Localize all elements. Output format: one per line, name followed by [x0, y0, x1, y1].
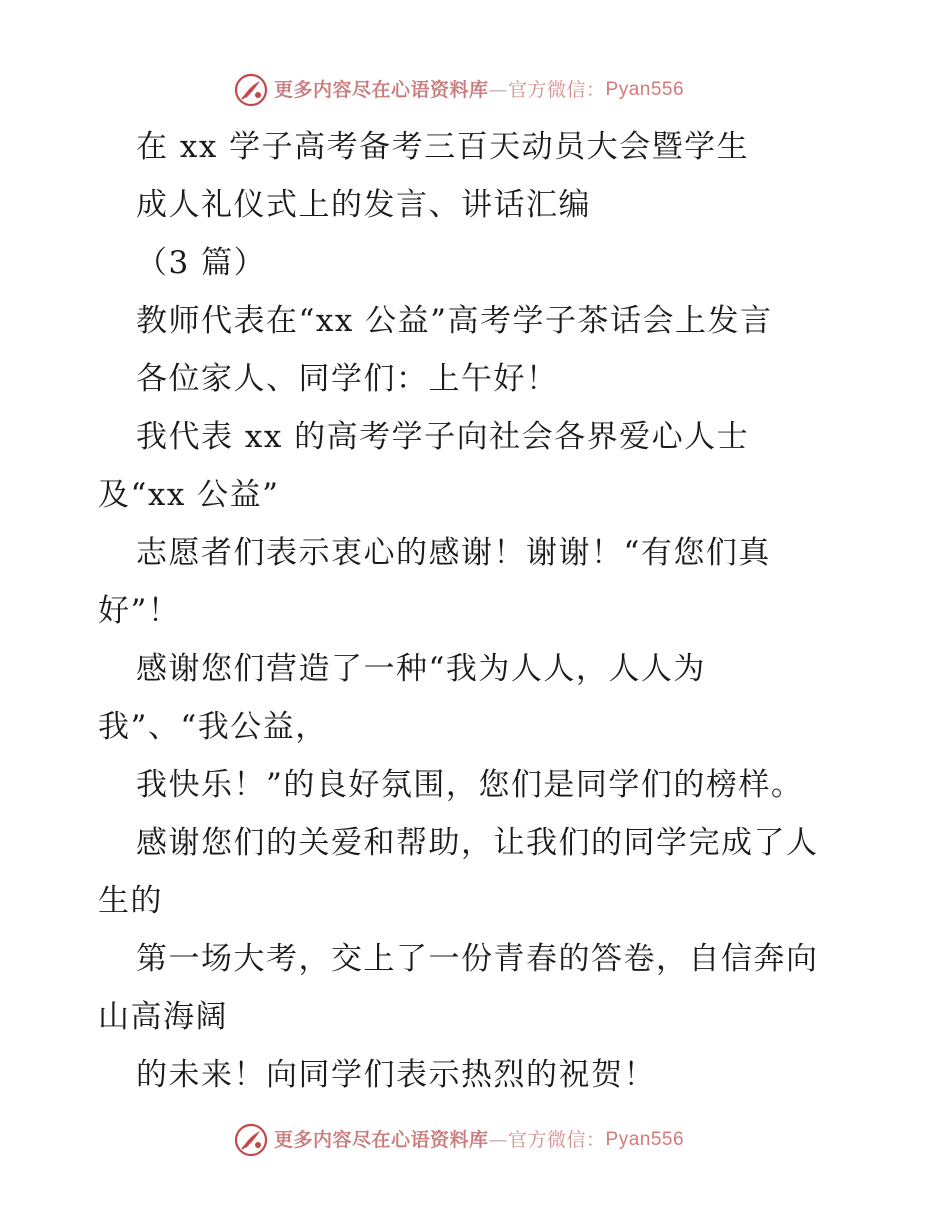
banner-main-text: 更多内容尽在心语资料库: [274, 1129, 489, 1151]
paragraph-line: 感谢您们的关爱和帮助，让我们的同学完成了人: [136, 825, 819, 861]
paragraph-line: 感谢您们营造了一种“我为人人，人人为: [136, 651, 706, 687]
section-heading: 教师代表在“xx 公益”高考学子茶话会上发言: [136, 303, 773, 339]
title-line-2: 成人礼仪式上的发言、讲话汇编: [136, 187, 591, 223]
paragraph-line: 及“xx 公益”: [98, 477, 280, 513]
title-line-1: 在 xx 学子高考备考三百天动员大会暨学生: [136, 129, 750, 165]
banner-text: [274, 70, 684, 110]
paragraph-line: 山高海阔: [98, 999, 228, 1035]
paragraph-line: 我代表 xx 的高考学子向社会各界爱心人士: [136, 419, 750, 455]
paragraph-line: 志愿者们表示衷心的感谢！谢谢！“有您们真: [136, 535, 771, 571]
paragraph-line: 我”、“我公益，: [98, 709, 328, 745]
banner-handle: Pyan556: [605, 79, 685, 100]
paragraph-line: 我快乐！”的良好氛围，您们是同学们的榜样。: [136, 767, 804, 803]
quill-seal-icon: [234, 73, 268, 107]
banner-separator: —: [488, 79, 509, 101]
title-line-3: （3 篇）: [136, 245, 267, 281]
quill-seal-icon: [234, 1123, 268, 1157]
greeting: 各位家人、同学们：上午好！: [136, 361, 559, 397]
paragraph-line: 第一场大考，交上了一份青春的答卷，自信奔向: [136, 941, 819, 977]
banner-separator: —: [488, 1129, 509, 1151]
header-banner: [234, 70, 684, 110]
paragraph-line: 生的: [98, 883, 163, 919]
banner-main-text: 更多内容尽在心语资料库: [274, 79, 489, 101]
paragraph-line: 好”！: [98, 593, 181, 629]
banner-wechat-label: 官方微信：: [508, 79, 606, 101]
banner-handle: Pyan556: [605, 1129, 685, 1150]
footer-banner: [234, 1120, 684, 1160]
banner-text: [274, 1120, 684, 1160]
banner-wechat-label: 官方微信：: [508, 1129, 606, 1151]
paragraph-line: 的未来！向同学们表示热烈的祝贺！: [136, 1057, 656, 1093]
